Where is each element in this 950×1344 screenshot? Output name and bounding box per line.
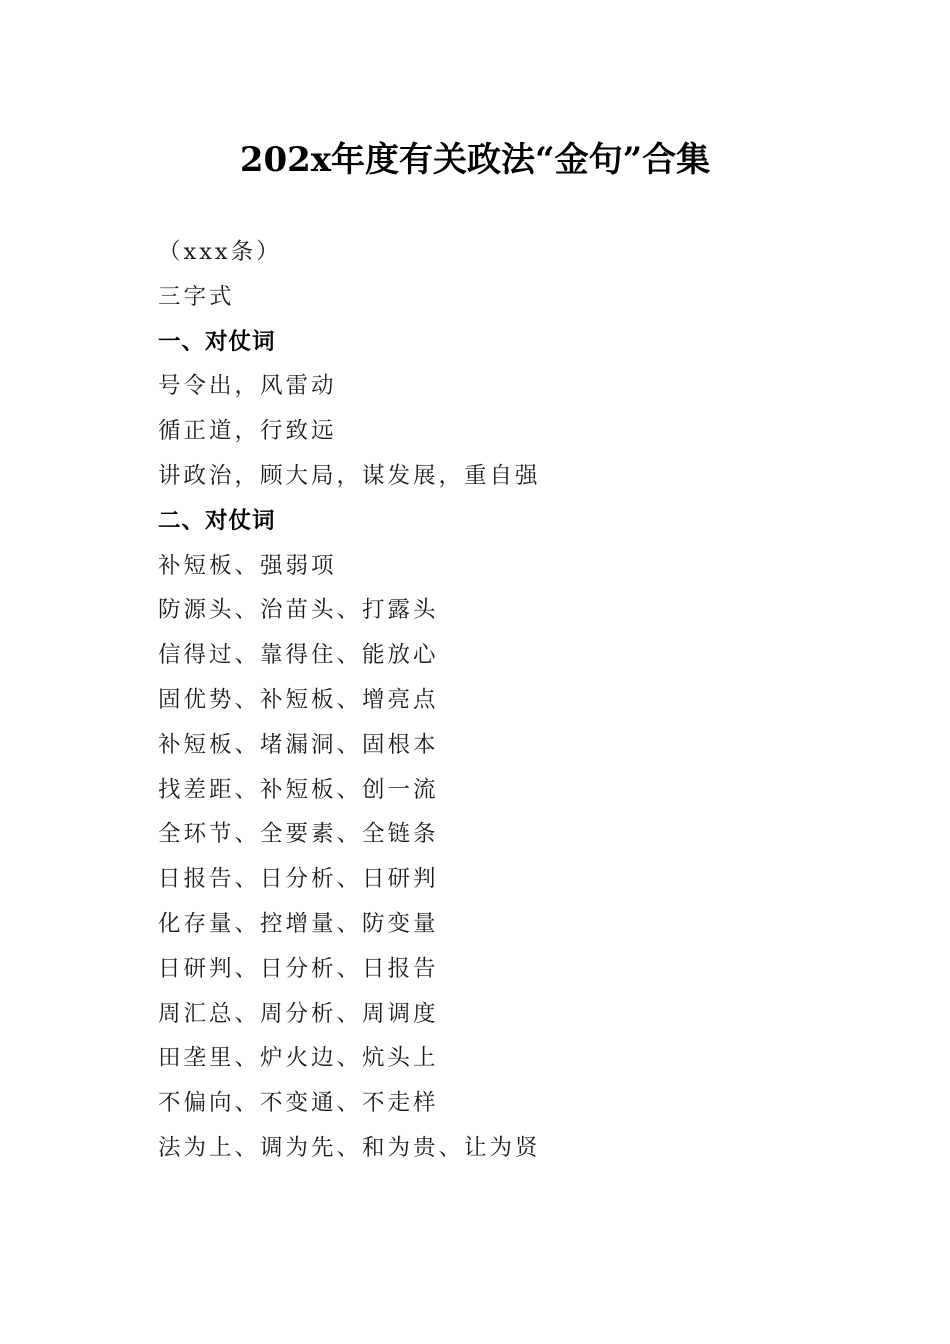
section-heading: 一、对仗词 (158, 328, 276, 355)
text-line: 固优势、补短板、增亮点 (158, 686, 439, 713)
text-line: 补短板、堵漏洞、固根本 (158, 731, 439, 758)
text-line: 补短板、强弱项 (158, 552, 337, 579)
text-line: 日报告、日分析、日研判 (158, 866, 439, 893)
text-line: 周汇总、周分析、周调度 (158, 1000, 439, 1027)
text-line: 法为上、调为先、和为贵、让为贤 (158, 1134, 541, 1161)
text-line: 不偏向、不变通、不走样 (158, 1090, 439, 1117)
text-line: 三字式 (158, 283, 235, 310)
text-line: 化存量、控增量、防变量 (158, 910, 439, 937)
text-line: 信得过、靠得住、能放心 (158, 642, 439, 669)
text-line: 全环节、全要素、全链条 (158, 821, 439, 848)
text-line: （xxx条） (158, 239, 282, 265)
text-line: 日研判、日分析、日报告 (158, 955, 439, 982)
text-line: 田垄里、炉火边、炕头上 (158, 1045, 439, 1072)
text-line: 找差距、补短板、创一流 (158, 776, 439, 803)
section-heading: 二、对仗词 (158, 507, 276, 534)
text-line: 讲政治，顾大局，谋发展，重自强 (158, 462, 541, 489)
document-title: 202x年度有关政法“金句”合集 (239, 140, 711, 180)
text-line: 循正道，行致远 (158, 418, 337, 445)
text-line: 号令出，风雷动 (158, 373, 337, 400)
document-body (158, 230, 858, 1171)
text-line: 防源头、治苗头、打露头 (158, 597, 439, 624)
